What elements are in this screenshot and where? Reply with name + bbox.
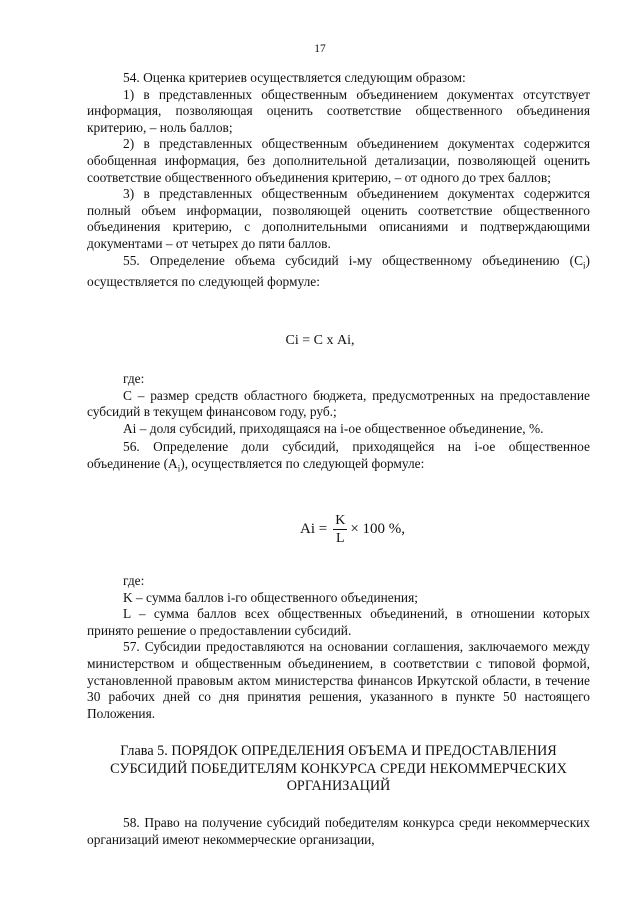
- formula-denominator: L: [336, 531, 345, 546]
- where-label-1: где:: [123, 371, 145, 386]
- page-number: 17: [314, 43, 326, 55]
- definition-c: С – размер средств областного бюджета, предусмотренных на предоставление субсидий в текущем финансовом году, руб.;: [87, 387, 590, 420]
- definition-k: K – сумма баллов i-го общественного объединения;: [123, 589, 418, 605]
- section-54-intro: 54. Оценка критериев осуществляется следующим образом:: [123, 70, 466, 85]
- where-label-2: где:: [123, 573, 145, 588]
- formula-ci: Сi = С х Аi,: [285, 333, 355, 348]
- section-54: [87, 70, 590, 290]
- section-54-item-1: 1) в представленных общественным объединением документах отсутствует информация, позволяющая оценить соответствие общественного объединения критерию, – ноль баллов;: [87, 86, 590, 135]
- definition-l: L – сумма баллов всех общественных объединений, в отношении которых принято решение о предоставлении субсидий.: [87, 606, 590, 638]
- formula-ai-right: × 100 %,: [350, 521, 406, 538]
- chapter-5-line-1: Глава 5. ПОРЯДОК ОПРЕДЕЛЕНИЯ ОБЪЕМА И ПРЕДОСТАВЛЕНИЯ: [120, 743, 557, 759]
- section-55-text: 55. Определение объема субсидий i-му общественному объединению $(С_i)$ осуществляется по следующей формуле:: [87, 252, 590, 289]
- formula-fraction: [333, 512, 347, 547]
- definition-a: Аi – доля субсидий, приходящаяся на i-ое общественное объединение, %.: [123, 420, 544, 436]
- section-58: [87, 815, 590, 848]
- section-58-text: 58. Право на получение субсидий победителям конкурса среди некоммерческих организаций имеют некоммерческие организации,: [87, 815, 590, 847]
- formula-ai-left: Ai =: [300, 521, 328, 538]
- section-57-text: 57. Субсидии предоставляются на основании соглашения, заключаемого между министерством и общественным объединением, в соответствии с типовой формой, установленной правовым актом министерства финансов Иркутской области, в течение 30 рабочих дней со дня принятия решения, указанного в пункте 50 настоящего Положения.: [87, 639, 590, 721]
- section-55-definitions: [87, 371, 590, 477]
- chapter-5-line-2: СУБСИДИЙ ПОБЕДИТЕЛЯМ КОНКУРСА СРЕДИ НЕКОММЕРЧЕСКИХ: [110, 760, 567, 777]
- section-54-item-2: 2) в представленных общественным объединением документах содержится обобщенная информация, без дополнительной детализации, позволяющей оценить соответствие общественного объединения критерию, – от одного до трех баллов;: [87, 136, 590, 185]
- formula-numerator: K: [335, 513, 346, 528]
- chapter-5-heading: [87, 743, 590, 796]
- section-56-definitions: [87, 573, 590, 722]
- section-54-item-3: 3) в представленных общественным объединением документах содержится полный объем информации, позволяющей оценить соответствие общественного объединения критерию, с дополнительными описаниями и подтверждающими документами – от четырех до пяти баллов.: [87, 186, 590, 251]
- formula-ai: [300, 512, 405, 547]
- section-56-text: 56. Определение доли субсидий, приходящейся на i-ое общественное объединение $(А_i)$, осуществляется по следующей формуле:: [87, 439, 590, 474]
- chapter-5-line-3: ОРГАНИЗАЦИЙ: [286, 778, 391, 794]
